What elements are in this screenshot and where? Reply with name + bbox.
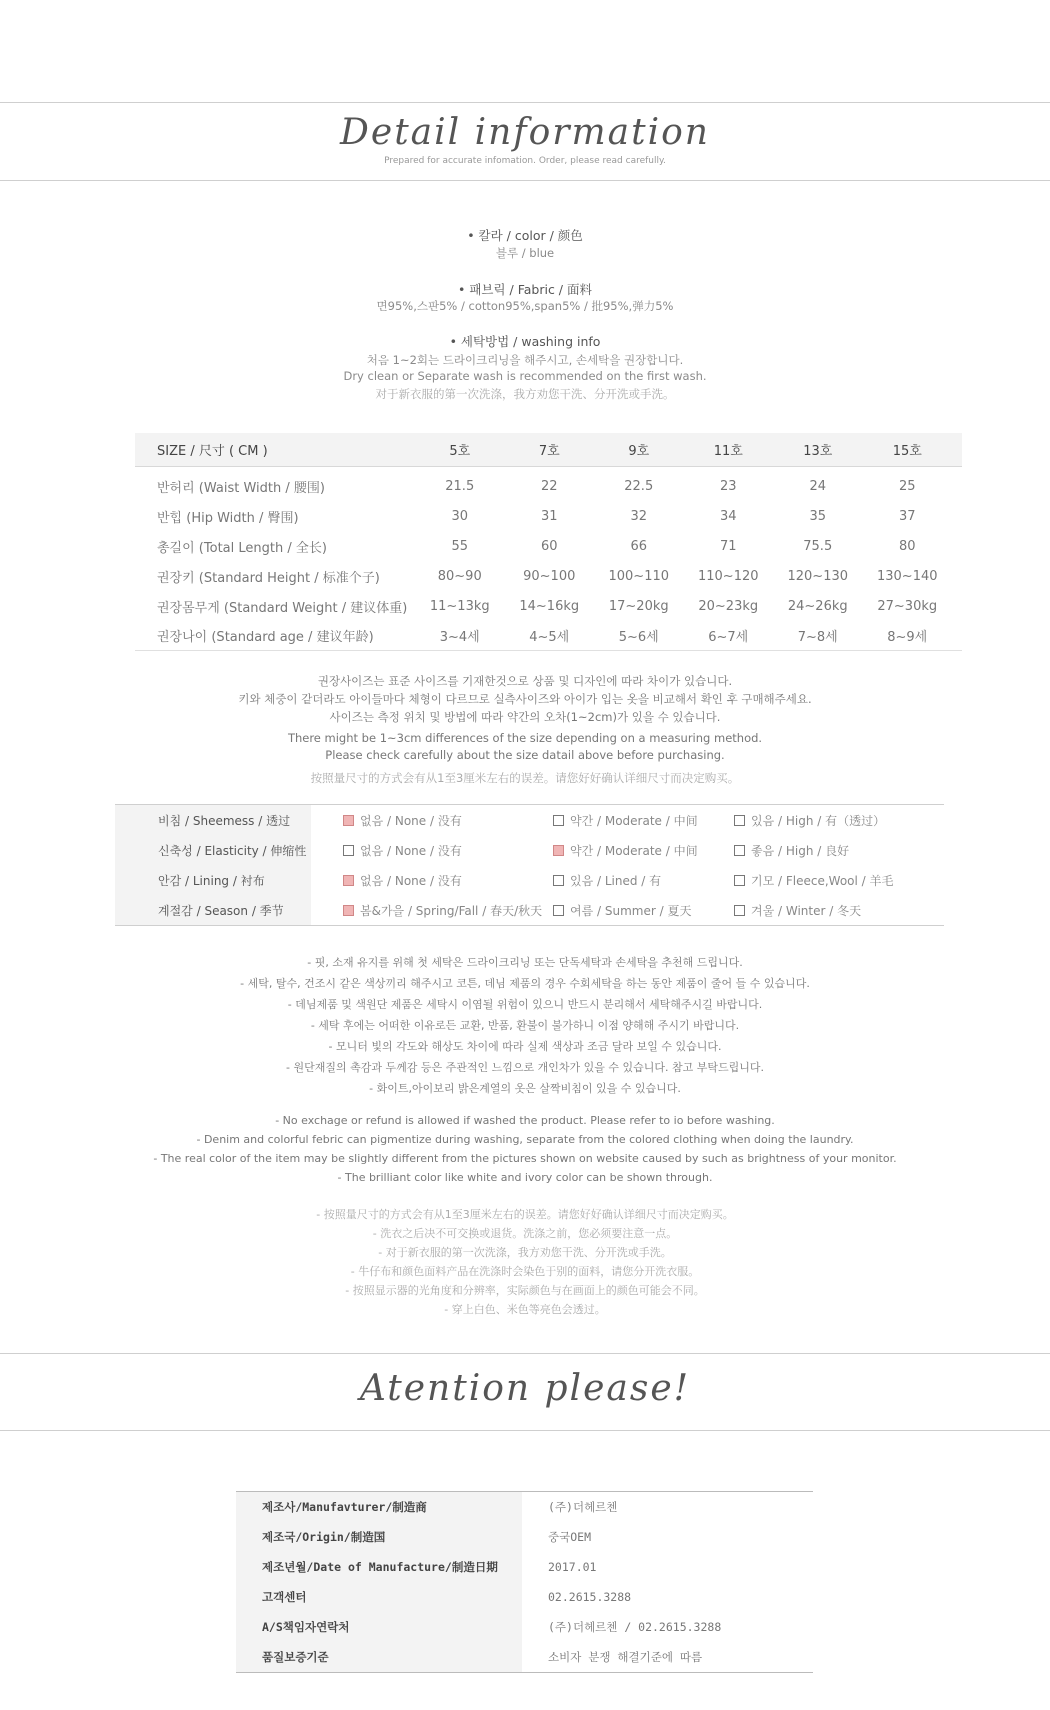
size-cell: 24~26kg [787, 598, 848, 614]
property-option: 봄&가을 / Spring/Fall / 春天/秋天 [343, 902, 542, 919]
checkbox [553, 875, 564, 886]
size-cell: 32 [630, 508, 648, 524]
checkbox-checked [343, 905, 354, 916]
divider [0, 1430, 1050, 1431]
property-option: 없음 / None / 没有 [343, 872, 462, 889]
property-option: 있음 / Lined / 有 [553, 872, 661, 889]
size-cell: 6~7세 [708, 630, 749, 645]
size-table [135, 433, 962, 651]
care-note-line: - 세탁, 탈수, 건조시 같은 색상끼리 해주시고 코튼, 데님 제품의 경우 수회세탁을 하는 동안 제품이 줄어 들 수 있습니다. [240, 977, 810, 990]
detail-subtitle: Prepared for accurate infomation. Order, please read carefully. [384, 156, 666, 166]
property-option: 있음 / High / 有（透过） [734, 812, 885, 829]
property-label: 신축성 / Elasticity / 伸缩性 [115, 835, 311, 865]
divider [0, 102, 1050, 103]
checkbox [343, 845, 354, 856]
size-cell: 24 [809, 478, 827, 494]
size-cell: 11~13kg [429, 598, 490, 614]
fabric-heading: • 패브릭 / Fabric / 面料 [457, 282, 592, 297]
size-cell: 25 [898, 478, 916, 494]
size-row-label: 권장키 (Standard Height / 标准个子) [157, 570, 380, 586]
table-row [135, 621, 962, 651]
size-header-cell: 5호 [449, 444, 471, 459]
properties-table [115, 804, 944, 926]
divider [0, 180, 1050, 181]
care-note-line: - 원단재질의 촉감과 두께감 등은 주관적인 느낌으로 개인차가 있을 수 있습니다. 참고 부탁드립니다. [286, 1061, 764, 1074]
size-cell: 22.5 [624, 478, 654, 494]
care-notes-cn [0, 1205, 1050, 1319]
size-cell: 8~9세 [887, 630, 928, 645]
table-row [135, 471, 962, 501]
size-row-label: 총길이 (Total Length / 全长) [157, 540, 327, 556]
size-cell: 90~100 [523, 568, 576, 584]
care-note-line: - 穿上白色、米色等亮色会透过。 [444, 1303, 606, 1316]
property-option: 약간 / Moderate / 中间 [553, 812, 698, 829]
size-cell: 27~30kg [877, 598, 938, 614]
size-cell: 71 [719, 538, 737, 554]
property-option: 없음 / None / 没有 [343, 812, 462, 829]
checkbox [734, 875, 745, 886]
table-row [236, 1552, 813, 1582]
size-cell: 80~90 [437, 568, 482, 584]
size-row-label: 반힙 (Hip Width / 臀围) [157, 510, 299, 526]
care-note-line: - The brilliant color like white and ivory color can be shown through. [337, 1171, 713, 1184]
care-note-line: - 모니터 빛의 각도와 해상도 차이에 따라 실제 색상과 조금 달라 보일 수 있습니다. [328, 1040, 722, 1053]
size-cell: 21.5 [445, 478, 475, 494]
property-label: 계절감 / Season / 季节 [115, 895, 311, 925]
table-row [135, 591, 962, 621]
size-notes-en [0, 730, 1050, 764]
manufacturer-table [236, 1491, 813, 1673]
size-note-line: 사이즈는 측정 위치 및 방법에 따라 약간의 오차(1~2cm)가 있을 수 있습니다. [329, 710, 721, 724]
property-option: 여름 / Summer / 夏天 [553, 902, 691, 919]
size-cell: 23 [719, 478, 737, 494]
size-cell: 110~120 [697, 568, 759, 584]
size-cell: 75.5 [803, 538, 833, 554]
manufacturer-value: 중국OEM [548, 1530, 591, 1544]
size-note-line: 권장사이즈는 표준 사이즈를 기재한것으로 상품 및 디자인에 따라 차이가 있습니다. [317, 674, 733, 688]
size-cell: 30 [451, 508, 469, 524]
size-header-cell: 11호 [713, 444, 743, 459]
size-header-cell: 15호 [892, 444, 922, 459]
size-note-cn: 按照量尺寸的方式会有从1至3厘米左右的误差。请您好好确认详细尺寸而决定购买。 [310, 771, 740, 785]
size-cell: 55 [451, 538, 469, 554]
care-note-line: - 对于新衣服的第一次洗涤，我方劝您干洗、分开洗或手洗。 [378, 1246, 672, 1259]
manufacturer-label: A/S책임자연락처 [236, 1612, 522, 1642]
manufacturer-label: 제조년월/Date of Manufacture/制造日期 [236, 1552, 522, 1582]
washing-heading: • 세탁방법 / washing info [449, 334, 601, 349]
detail-title: Detail information [340, 112, 710, 153]
care-note-line: - 화이트,아이보리 밝은계열의 옷은 살짝비침이 있을 수 있습니다. [369, 1082, 681, 1095]
size-cell: 14~16kg [519, 598, 580, 614]
manufacturer-value: 2017.01 [548, 1560, 597, 1574]
checkbox [553, 815, 564, 826]
color-value: 블루 / blue [495, 246, 555, 260]
manufacturer-label: 품질보증기준 [236, 1642, 522, 1672]
size-table-header [135, 433, 962, 467]
attention-title: Atention please! [359, 1368, 691, 1409]
property-option: 좋음 / High / 良好 [734, 842, 849, 859]
size-cell: 22 [540, 478, 558, 494]
care-note-line: - 洗衣之后决不可交换或退货。洗涤之前，您必须要注意一点。 [372, 1227, 678, 1240]
size-cell: 100~110 [608, 568, 670, 584]
manufacturer-value: 소비자 분쟁 해결기준에 따름 [548, 1650, 703, 1664]
size-header-cell: 9호 [628, 444, 650, 459]
table-row [135, 531, 962, 561]
checkbox-checked [553, 845, 564, 856]
checkbox [553, 905, 564, 916]
manufacturer-value: 02.2615.3288 [548, 1590, 632, 1604]
size-cell: 35 [809, 508, 827, 524]
size-cell: 37 [898, 508, 916, 524]
manufacturer-label: 제조사/Manufavturer/制造商 [236, 1492, 522, 1522]
size-row-label: 반허리 (Waist Width / 腰围) [157, 480, 325, 496]
care-note-line: - The real color of the item may be slightly different from the pictures shown on website caused by such as brightness of your monitor. [153, 1152, 897, 1165]
washing-line: 对于新衣服的第一次洗涤，我方劝您干洗、分开洗或手洗。 [375, 387, 675, 401]
checkbox [734, 845, 745, 856]
washing-line: 처음 1~2회는 드라이크리닝을 해주시고, 손세탁을 권장합니다. [366, 353, 684, 367]
size-note-line: There might be 1~3cm differences of the size depending on a measuring method. [287, 731, 763, 745]
divider [0, 1353, 1050, 1354]
care-note-line: - 按照显示器的光角度和分辨率，实际颜色与在画面上的颜色可能会不同。 [345, 1284, 705, 1297]
table-row [135, 561, 962, 591]
size-cell: 20~23kg [698, 598, 759, 614]
size-cell: 34 [719, 508, 737, 524]
care-note-line: - 按照量尺寸的方式会有从1至3厘米左右的误差。请您好好确认详细尺寸而决定购买。 [316, 1208, 734, 1221]
size-row-label: 권장몸무게 (Standard Weight / 建议体重) [157, 600, 408, 616]
property-row [115, 835, 944, 865]
property-row [115, 895, 944, 925]
checkbox [734, 905, 745, 916]
size-note-line: Please check carefully about the size datail above before purchasing. [325, 748, 725, 762]
care-note-line: - No exchage or refund is allowed if washed the product. Please refer to io before washing. [275, 1114, 775, 1127]
washing-line: Dry clean or Separate wash is recommended on the first wash. [343, 369, 707, 383]
checkbox-checked [343, 875, 354, 886]
table-row [236, 1522, 813, 1552]
property-label: 비침 / Sheemess / 透过 [115, 805, 311, 835]
manufacturer-value: (주)더헤르첸 / 02.2615.3288 [548, 1620, 722, 1634]
size-cell: 80 [898, 538, 916, 554]
size-cell: 3~4세 [439, 630, 480, 645]
table-row [236, 1642, 813, 1672]
care-note-line: - 牛仔布和颜色面料产品在洗涤时会染色于别的面料，请您分开洗衣服。 [350, 1265, 700, 1278]
care-notes-ko [0, 952, 1050, 1099]
size-header-cell: 7호 [538, 444, 560, 459]
fabric-value: 면95%,스판5% / cotton95%,span5% / 批95%,弹力5% [376, 299, 674, 313]
size-notes-ko [0, 672, 1050, 726]
table-row [236, 1492, 813, 1522]
size-cell: 66 [630, 538, 648, 554]
size-cell: 120~130 [787, 568, 849, 584]
care-note-line: - 데님제품 및 색원단 제품은 세탁시 이염될 위험이 있으니 반드시 분리해서 세탁해주시길 바랍니다. [287, 998, 763, 1011]
care-notes-en [0, 1111, 1050, 1187]
property-option: 약간 / Moderate / 中间 [553, 842, 698, 859]
size-note-line: 키와 체중이 같더라도 아이들마다 체형이 다르므로 실측사이즈와 아이가 입는 옷을 비교해서 확인 후 구매해주세요. [238, 692, 812, 706]
property-option: 겨울 / Winter / 冬天 [734, 902, 861, 919]
table-row [236, 1582, 813, 1612]
care-note-line: - 세탁 후에는 어떠한 이유로든 교환, 반품, 환불이 불가하니 이점 양해해 주시기 바랍니다. [310, 1019, 740, 1032]
manufacturer-value: (주)더헤르첸 [548, 1500, 618, 1514]
property-row [115, 805, 944, 835]
property-row [115, 865, 944, 895]
size-header-cell: SIZE / 尺寸 ( CM ) [157, 444, 268, 459]
care-note-line: - 핏, 소재 유지를 위해 첫 세탁은 드라이크리닝 또는 단독세탁과 손세탁을 추천해 드립니다. [307, 956, 743, 969]
manufacturer-label: 고객센터 [236, 1582, 522, 1612]
manufacturer-label: 제조국/Origin/制造国 [236, 1522, 522, 1552]
size-cell: 130~140 [876, 568, 938, 584]
size-cell: 5~6세 [618, 630, 659, 645]
property-label: 안감 / Lining / 衬布 [115, 865, 311, 895]
care-note-line: - Denim and colorful febric can pigmentize during washing, separate from the colored clothing when doing the laundry. [196, 1133, 854, 1146]
color-heading: • 칼라 / color / 颜色 [467, 228, 583, 243]
table-row [236, 1612, 813, 1642]
size-cell: 17~20kg [608, 598, 669, 614]
checkbox [734, 815, 745, 826]
size-header-cell: 13호 [803, 444, 833, 459]
size-cell: 7~8세 [797, 630, 838, 645]
property-option: 없음 / None / 没有 [343, 842, 462, 859]
property-option: 기모 / Fleece,Wool / 羊毛 [734, 872, 894, 889]
checkbox-checked [343, 815, 354, 826]
size-cell: 4~5세 [529, 630, 570, 645]
size-cell: 31 [540, 508, 558, 524]
size-row-label: 권장나이 (Standard age / 建议年龄) [157, 630, 374, 645]
table-row [135, 501, 962, 531]
size-cell: 60 [540, 538, 558, 554]
